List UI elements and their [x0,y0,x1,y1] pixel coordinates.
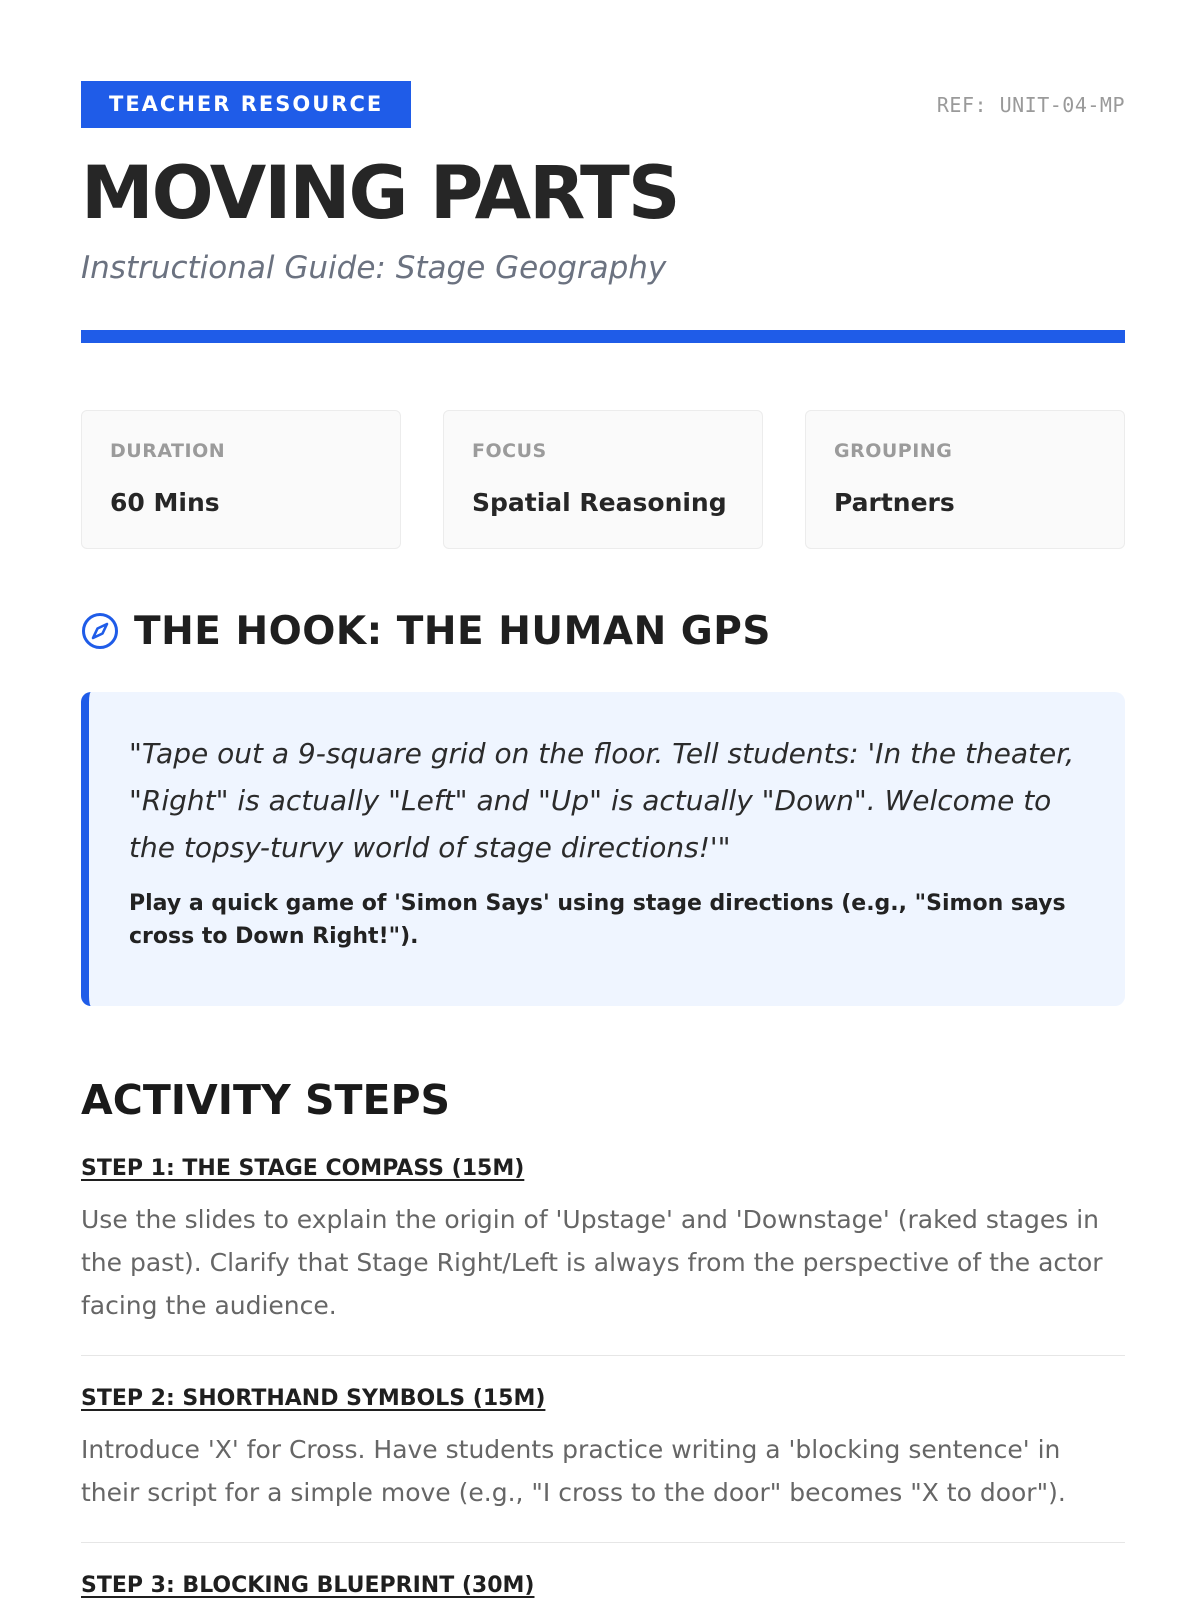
meta-label: GROUPING [834,440,953,462]
step-item [81,1384,1125,1543]
page-title: MOVING PARTS [81,151,679,236]
hook-heading [81,605,1125,657]
document-page [81,81,1125,1601]
step-item [81,1154,1125,1356]
hook-callout [81,692,1125,1006]
step-title: STEP 2: SHORTHAND SYMBOLS (15M) [81,1386,546,1411]
meta-label: DURATION [110,440,226,462]
page-subtitle: Instructional Guide: Stage Geography [81,250,667,286]
step-divider [81,1355,1125,1356]
meta-value: Partners [834,488,955,517]
header-row [81,81,1125,128]
step-title: STEP 3: BLOCKING BLUEPRINT (30M) [81,1573,535,1598]
reference-code: REF: UNIT-04-MP [936,92,1125,117]
step-body: Use the slides to explain the origin of 'Upstage' and 'Downstage' (raked stages in the past). Clarify that Stage Right/Left is always from the perspective of the actor facing the audience. [81,1205,1103,1320]
meta-card-grouping [805,410,1125,549]
accent-divider [81,330,1125,343]
meta-cards [81,410,1125,549]
hook-quote: "Tape out a 9-square grid on the floor. Tell students: 'In the theater, "Right" is actually "Left" and "Up" is actually "Down". Welcome to the topsy-turvy world of stage directions!'" [129,737,1075,864]
hook-note: Play a quick game of 'Simon Says' using stage directions (e.g., "Simon says cross to Down Right!"). [129,891,1066,949]
resource-badge: TEACHER RESOURCE [81,81,411,128]
step-divider [81,1542,1125,1543]
meta-card-focus [443,410,763,549]
step-item [81,1571,1125,1601]
step-body: Introduce 'X' for Cross. Have students practice writing a 'blocking sentence' in their script for a simple move (e.g., "I cross to the door" becomes "X to door"). [81,1435,1066,1507]
step-title: STEP 1: THE STAGE COMPASS (15M) [81,1156,525,1181]
meta-value: Spatial Reasoning [472,488,727,517]
meta-card-duration [81,410,401,549]
meta-label: FOCUS [472,440,547,462]
hook-title: THE HOOK: THE HUMAN GPS [134,608,771,654]
compass-icon [81,612,119,650]
activity-steps-title: ACTIVITY STEPS [81,1076,451,1124]
meta-value: 60 Mins [110,488,220,517]
